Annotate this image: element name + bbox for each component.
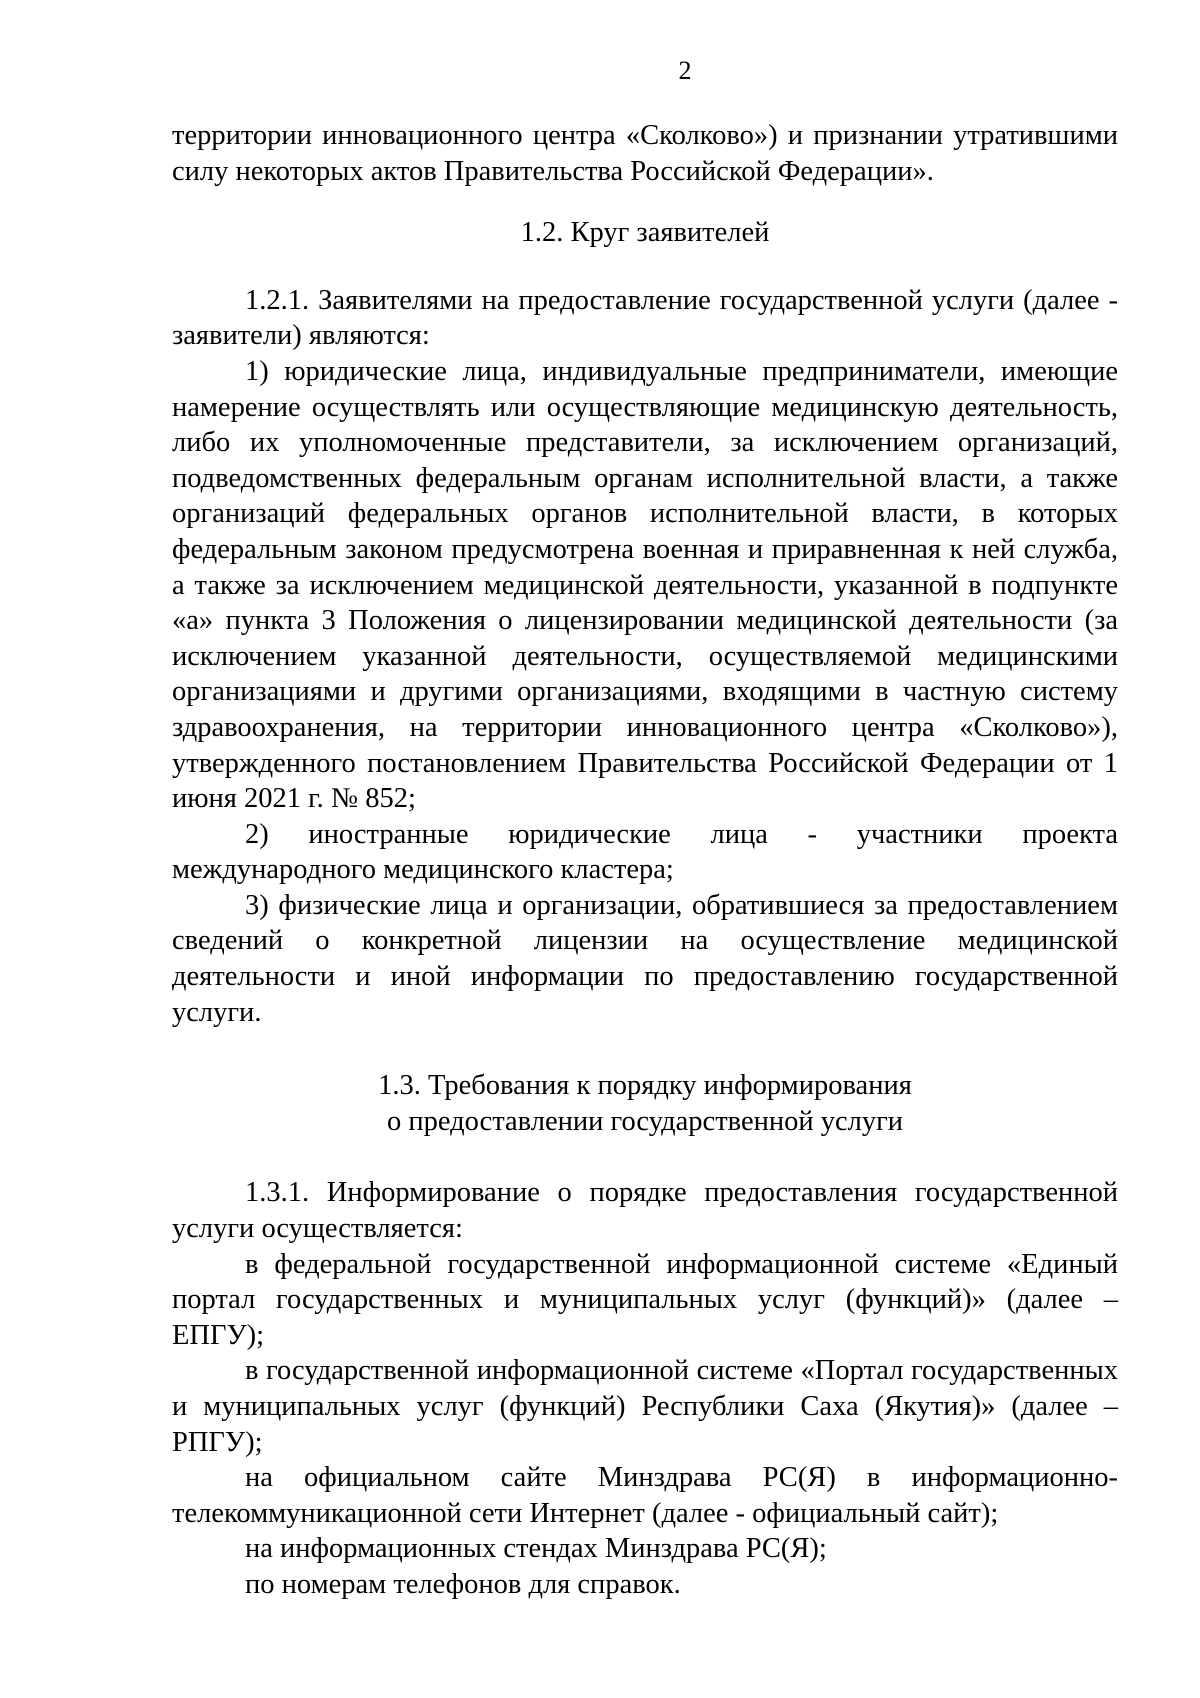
intro-paragraph: территории инновационного центра «Сколково») и признании утратившими силу некоторых актов Правительства Российской Федерации». [172,120,1118,187]
info-channel-stands: на информационных стендах Минздрава РС(Я); [245,1533,827,1565]
applicant-item-3: 3) физические лица и организации, обратившиеся за предоставлением сведений о конкретной лицензии на осуществление медицинской деятельности и иной информации по предоставлению государственной услуги. [172,889,1118,1028]
section-heading-1-3 [172,1068,1118,1139]
document-body [172,118,1118,1603]
section-heading-1-3-line2: о предоставлении государственной услуги [386,1105,904,1137]
paragraph-1-3-1: 1.3.1. Информирование о порядке предоставления государственной услуги осуществляется: [172,1177,1118,1245]
section-heading-1-2: 1.2. Круг заявителей [520,217,770,249]
page-number: 2 [678,56,692,85]
info-channel-rpgu: в государственной информационной системе «Портал государственных и муниципальных услуг (функций) Республики Саха (Якутия)» (далее – РПГУ); [172,1355,1118,1458]
applicant-item-1: 1) юридические лица, индивидуальные предприниматели, имеющие намерение осуществлять или осуществляющие медицинскую деятельность, либо их уполномоченные представители, за исключением организаций, подведомственных федеральным органам исполнительной власти, а также организаций федеральных органов исполнительной власти, в которых федеральным законом предусмотрена военная и приравненная к ней служба, а также за исключением медицинской деятельности, указанной в подпункте «а» пункта 3 Положения о лицензировании медицинской деятельности (за исключением указанной деятельности, осуществляемой медицинскими организациями и другими организациями, входящими в частную систему здравоохранения, на территории инновационного центра «Сколково»), утвержденного постановлением Правительства Российской Федерации от 1 июня 2021 г. № 852; [172,355,1118,815]
applicant-item-2: 2) иностранные юридические лица - участники проекта международного медицинского кластера; [172,818,1118,886]
info-channel-epgu: в федеральной государственной информационной системе «Единый портал государственных и муниципальных услуг (функций)» (далее – ЕПГУ); [172,1248,1118,1351]
paragraph-1-2-1: 1.2.1. Заявителями на предоставление государственной услуги (далее - заявители) являются: [172,284,1118,352]
section-heading-1-3-line1: 1.3. Требования к порядку информирования [378,1070,912,1102]
info-channel-phone: по номерам телефонов для справок. [245,1568,681,1600]
info-channel-website: на официальном сайте Минздрава РС(Я) в информационно-телекоммуникационной сети Интернет (далее - официальный сайт); [172,1462,1118,1529]
